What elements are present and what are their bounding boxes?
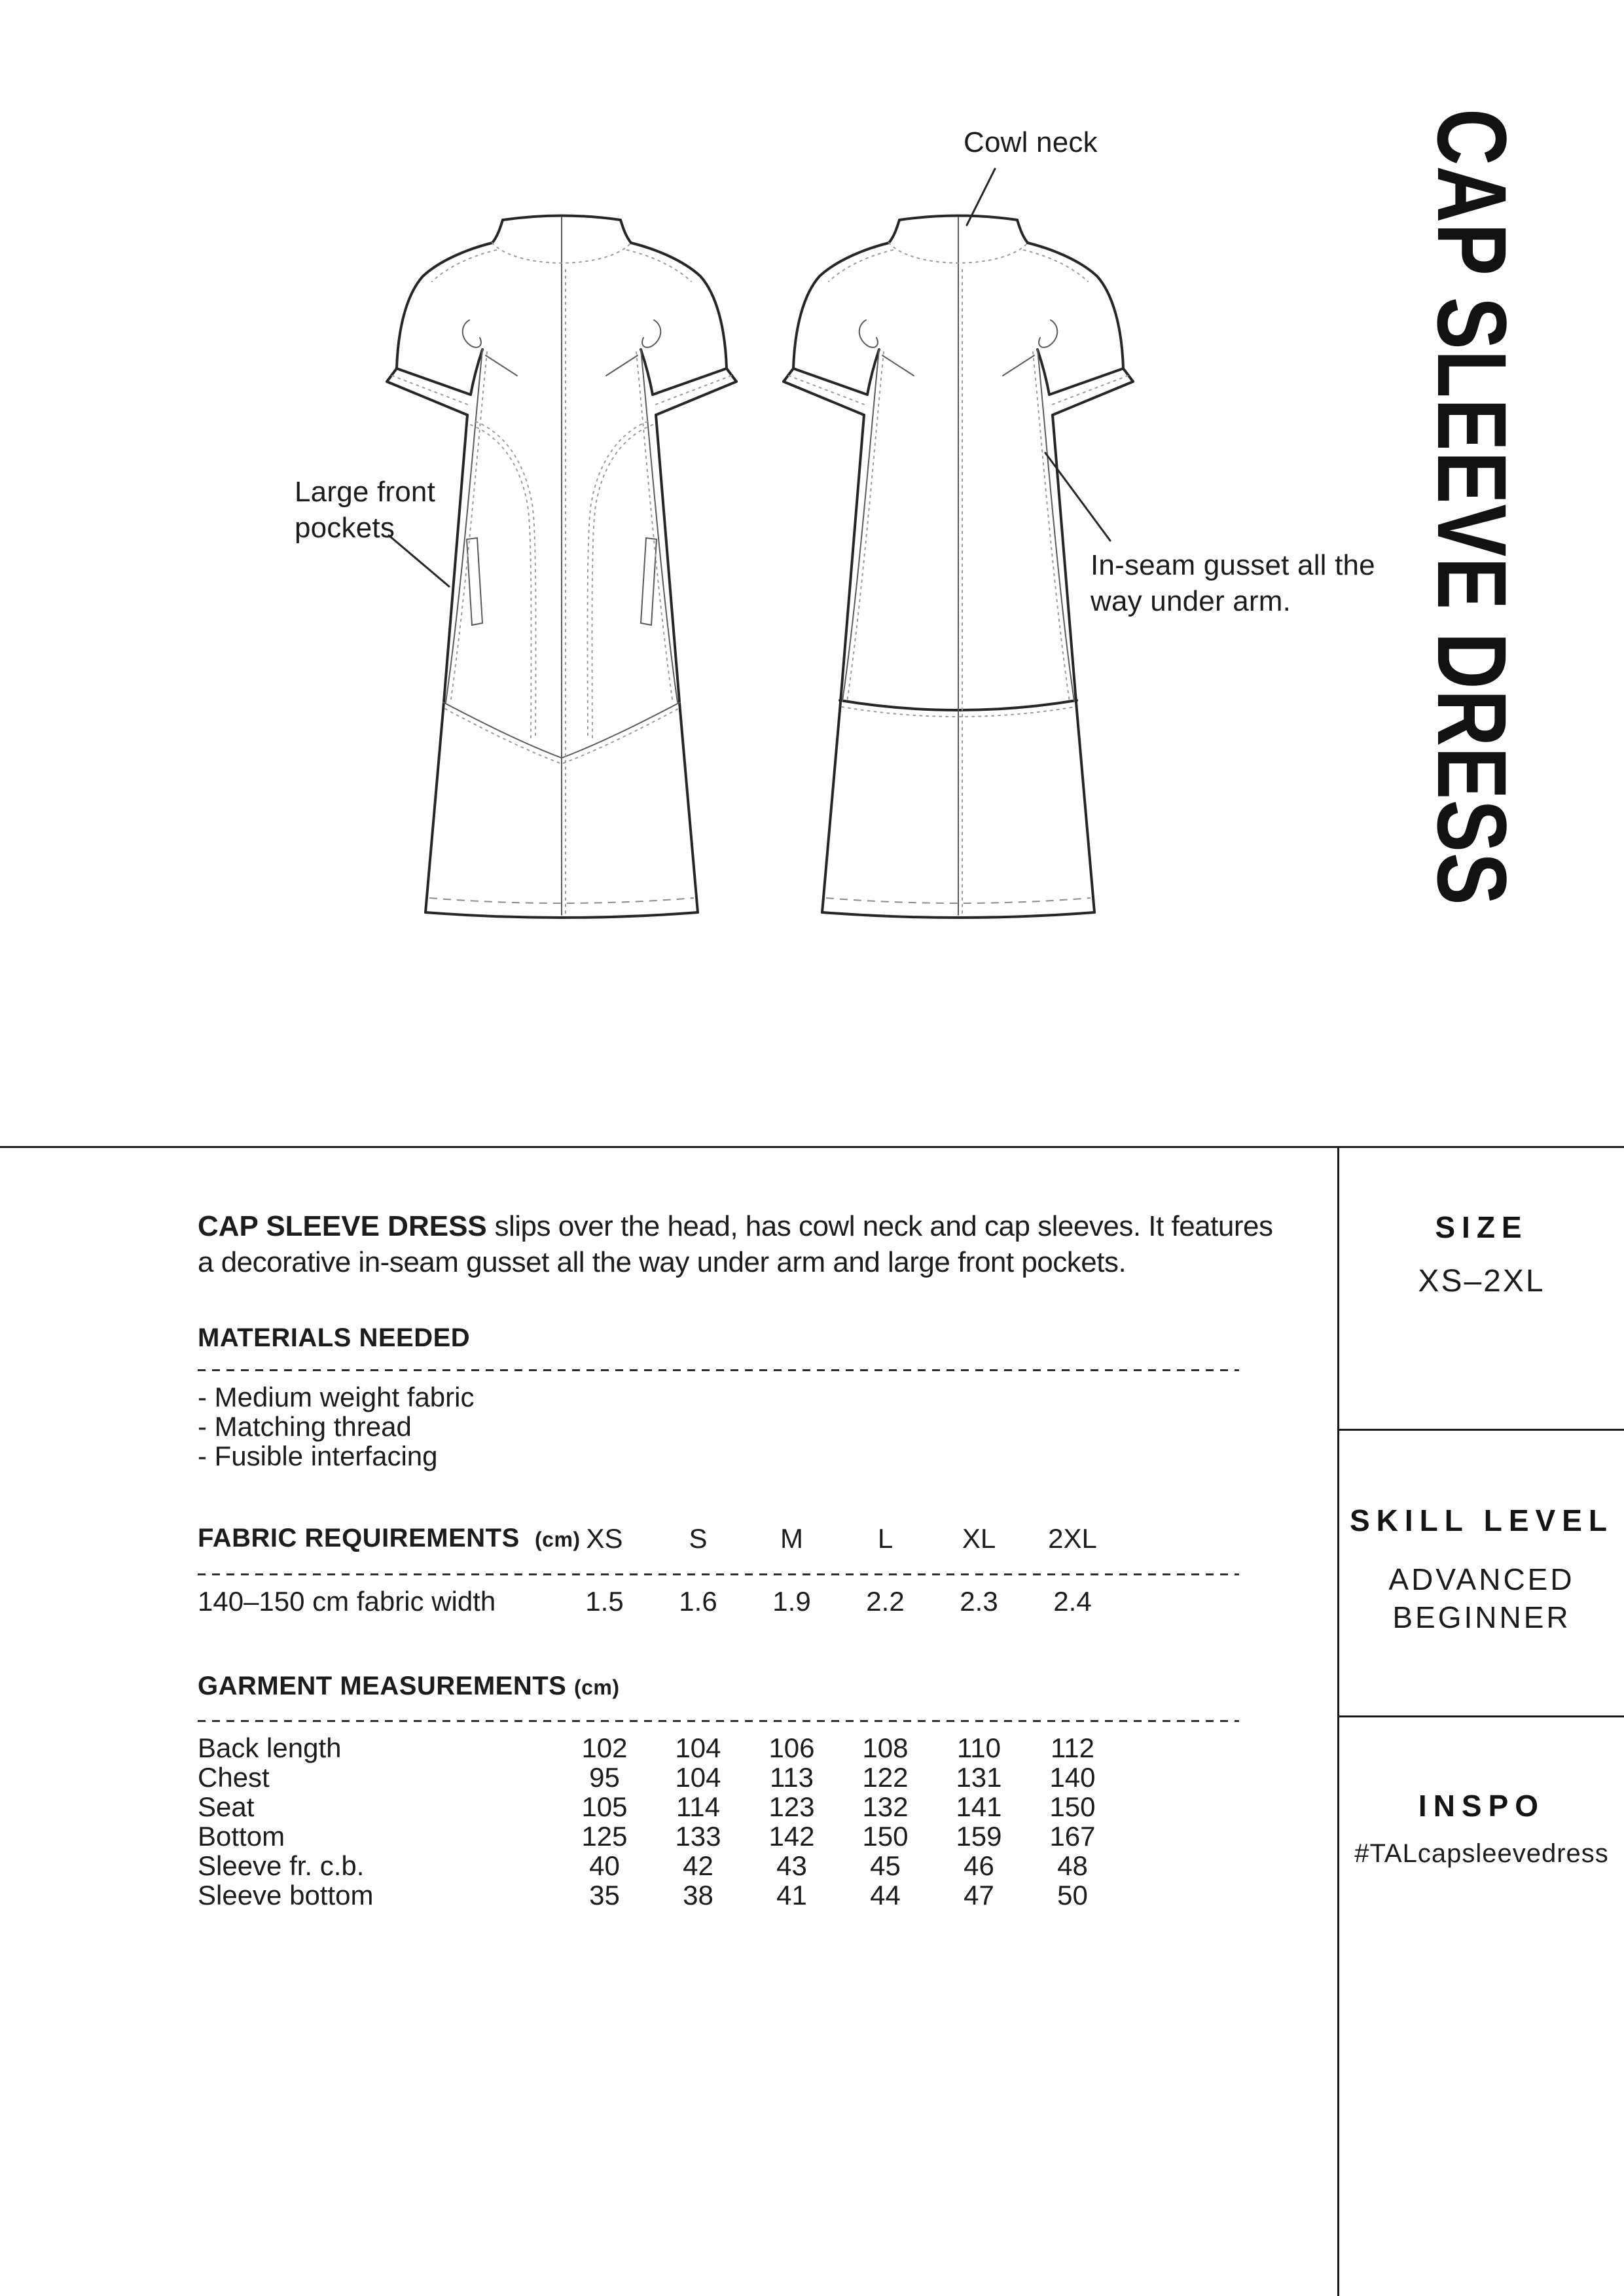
measurement-value: 133 [675,1821,721,1852]
fabric-requirements-header [198,1524,1119,1553]
size-column-header: XL [962,1523,996,1554]
sidebar-size-heading: SIZE [1435,1210,1528,1244]
measurement-value: 48 [1057,1850,1088,1881]
dress-back-view [784,216,1133,918]
measurement-value: 131 [956,1762,1002,1793]
measurement-value: 46 [964,1850,994,1881]
measurement-value: 104 [675,1732,721,1763]
garment-measurements-heading: GARMENT MEASUREMENTS (cm) [198,1672,620,1700]
measurement-value: 114 [676,1791,720,1822]
materials-item: - Matching thread [198,1411,412,1442]
measurement-value: 108 [862,1732,909,1763]
dashed-divider-materials [198,1369,1239,1371]
fabric-value: 2.2 [866,1586,905,1617]
sidebar-vertical-divider [1337,1146,1339,2296]
measurement-value: 110 [957,1732,1001,1763]
measurement-value: 45 [870,1850,901,1881]
materials-item: - Fusible interfacing [198,1441,438,1471]
fabric-requirements-heading: FABRIC REQUIREMENTS (cm) [198,1524,581,1552]
materials-list [198,1382,474,1471]
measurement-value: 44 [870,1880,901,1910]
size-column-header: XS [586,1523,623,1554]
description-line-1: CAP SLEEVE DRESS slips over the head, has cowl neck and cap sleeves. It features [198,1210,1273,1242]
sidebar-divider-1 [1339,1429,1624,1431]
measurement-value: 167 [1049,1821,1096,1852]
sidebar-inspo-heading: INSPO [1418,1789,1545,1823]
measurement-value: 140 [1049,1762,1096,1793]
dress-front-view [387,216,736,918]
description-lead: CAP SLEEVE DRESS [198,1210,487,1242]
size-column-header: L [877,1523,893,1554]
measurement-value: 40 [589,1850,620,1881]
technical-drawing [0,0,1624,1047]
measurement-value: 125 [581,1821,628,1852]
measurement-value: 112 [1051,1732,1094,1763]
measurement-value: 123 [768,1791,815,1822]
measurement-label: Bottom [198,1821,285,1852]
fabric-value: 1.5 [585,1586,624,1617]
fabric-value: 1.6 [679,1586,717,1617]
measurement-value: 150 [1049,1791,1096,1822]
fabric-row-label: 140–150 cm fabric width [198,1586,496,1617]
measurement-value: 132 [862,1791,909,1822]
sidebar-size-value: XS–2XL [1418,1264,1545,1299]
measurement-value: 43 [776,1850,807,1881]
garment-measurements-table [198,1733,1119,1910]
measurement-value: 102 [581,1732,628,1763]
description-line-2: a decorative in-seam gusset all the way under arm and large front pockets. [198,1246,1127,1278]
size-column-header: 2XL [1048,1523,1097,1554]
measurement-value: 95 [589,1762,620,1793]
measurement-value: 47 [964,1880,994,1910]
sidebar-inspo-hashtag: #TALcapsleevedress [1354,1839,1609,1868]
measurement-label: Chest [198,1762,270,1793]
annotation-in-seam-gusset: In-seam gusset all the way under arm. [1091,549,1375,617]
materials-heading: MATERIALS NEEDED [198,1323,471,1352]
measurement-value: 50 [1057,1880,1088,1910]
measurement-value: 106 [768,1732,815,1763]
fabric-value: 2.4 [1053,1586,1092,1617]
measurement-value: 122 [862,1762,909,1793]
measurement-value: 42 [683,1850,713,1881]
measurement-value: 150 [862,1821,909,1852]
measurement-label: Back length [198,1732,342,1763]
size-column-header: M [780,1523,803,1554]
size-column-header: S [689,1523,708,1554]
measurement-value: 141 [956,1791,1002,1822]
materials-item: - Medium weight fabric [198,1382,475,1412]
page-title-vertical: CAP SLEEVE DRESS [1417,109,1527,906]
measurement-label: Sleeve bottom [198,1880,374,1910]
gusset-leader-line [1045,453,1110,541]
measurement-value: 35 [589,1880,620,1910]
sidebar-divider-2 [1339,1715,1624,1717]
measurement-value: 105 [581,1791,628,1822]
measurement-value: 159 [956,1821,1002,1852]
measurement-value: 38 [683,1880,713,1910]
main-horizontal-divider [0,1146,1624,1148]
measurement-label: Sleeve fr. c.b. [198,1850,365,1881]
measurement-value: 41 [776,1880,807,1910]
sidebar-skill-level-heading: SKILL LEVEL [1349,1503,1614,1537]
fabric-requirements-row [198,1587,1119,1616]
dashed-divider-fabric [198,1573,1239,1575]
measurement-label: Seat [198,1791,255,1822]
sidebar-skill-level-value: ADVANCED BEGINNER [1388,1562,1575,1634]
measurement-value: 142 [768,1821,815,1852]
measurement-value: 104 [675,1762,721,1793]
dashed-divider-garment [198,1720,1239,1722]
fabric-value: 1.9 [772,1586,811,1617]
annotation-cowl-neck: Cowl neck [964,126,1098,158]
fabric-value: 2.3 [960,1586,998,1617]
measurement-value: 113 [770,1762,814,1793]
annotation-large-front-pockets: Large front pockets [295,476,436,544]
